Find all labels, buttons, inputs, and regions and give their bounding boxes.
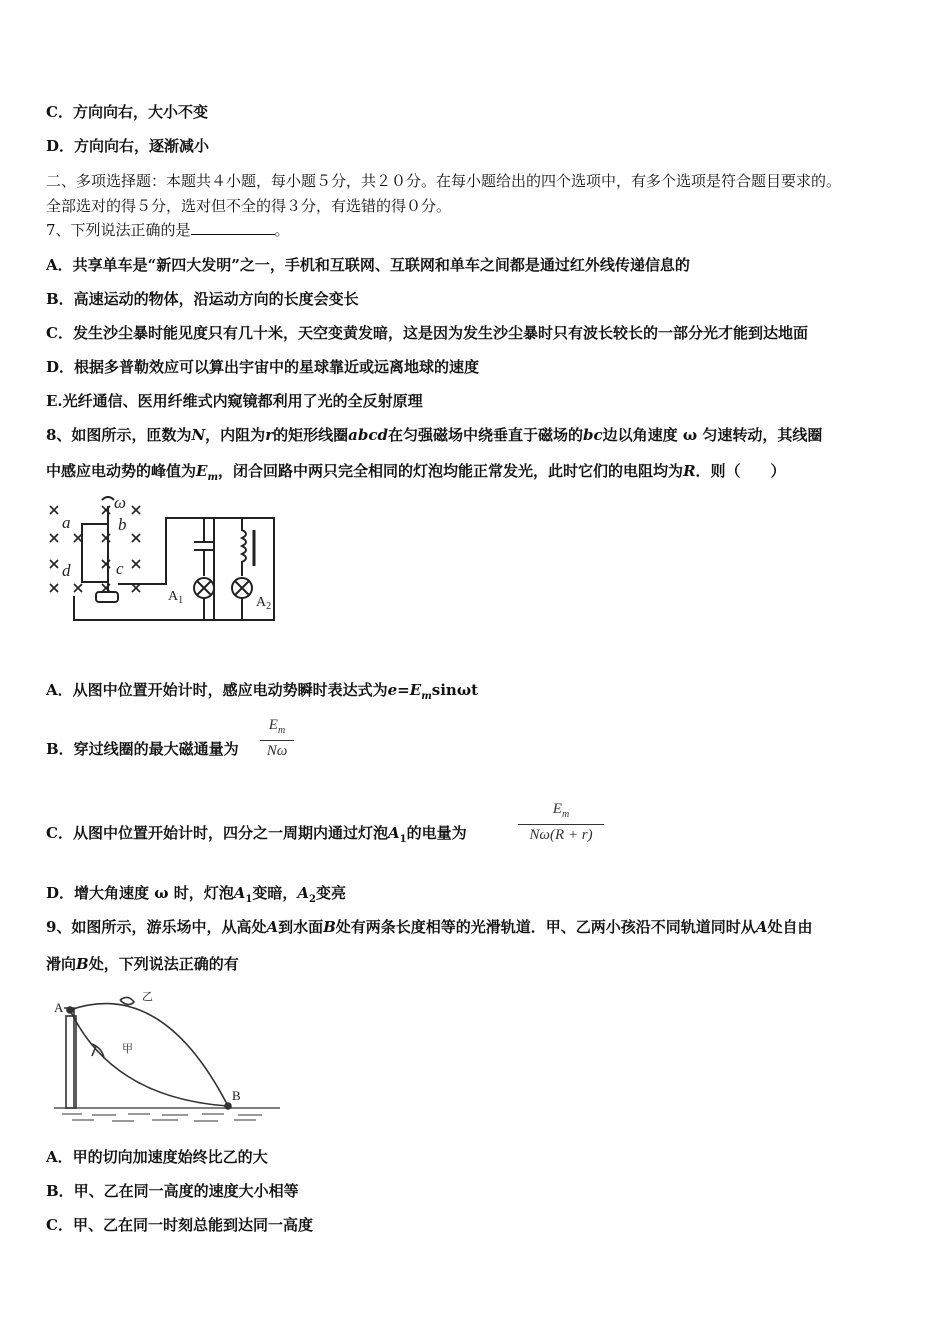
q9-option-a: A．甲的切向加速度始终比乙的大 — [46, 1148, 268, 1166]
q8-text: 8、如图所示，匝数为 — [46, 426, 192, 444]
q7-option-b: B．高速运动的物体，沿运动方向的长度会变长 — [46, 290, 359, 308]
label-omega: ω — [114, 496, 127, 512]
label-c: c — [116, 559, 124, 578]
q9-slide-figure — [52, 988, 284, 1128]
track-jia — [70, 1010, 228, 1106]
q8-option-d-text3: 变亮 — [315, 884, 346, 902]
q8-option-d-a1-sub: 1 — [245, 894, 253, 905]
q8-stem-line2 — [46, 461, 786, 488]
label-jia: 甲 — [122, 1043, 133, 1055]
q7-stem — [46, 220, 290, 240]
q8-text: ，内阻为 — [205, 426, 266, 444]
q8-option-b-fraction — [260, 716, 294, 761]
q6-option-c: C．方向向右，大小不变 — [46, 103, 208, 121]
fraction-numerator: E — [268, 717, 278, 733]
q8-option-d-text2: 变暗， — [252, 884, 298, 902]
q8-option-c-sub: 1 — [399, 834, 407, 845]
q9-text: 处，下列说法正确的有 — [88, 955, 239, 973]
q8-text: 在匀强磁场中绕垂直于磁场的 — [387, 426, 583, 444]
q6-option-d: D．方向向右，逐渐减小 — [46, 137, 210, 155]
inductor-coil — [242, 518, 246, 576]
rectangular-coil — [82, 524, 108, 582]
q9-text: 到水面 — [278, 918, 324, 936]
q8-text: ，闭合回路中两只完全相同的灯泡均能正常发光，此时它们的电阻均为 — [218, 462, 684, 480]
fraction-numerator: E — [552, 801, 562, 817]
q7-answer-blank — [191, 220, 275, 235]
label-a: A — [54, 1000, 64, 1015]
q8-option-a-tail: sinωt — [431, 681, 479, 699]
q8-option-c-text2: 的电量为 — [406, 824, 467, 842]
label-yi: 乙 — [142, 991, 153, 1003]
fraction-denominator: Nω(R + r) — [529, 827, 593, 843]
label-a1: $A_1$ — [168, 589, 184, 606]
q7-option-c: C．发生沙尘暴时能见度只有几十米，天空变黄发暗，这是因为发生沙尘暴时只有波长较长的一部分光才能到达地面 — [46, 324, 808, 342]
q8-option-a-sub: m — [421, 691, 432, 702]
q9-text: 滑向 — [46, 955, 77, 973]
q7-option-d: D．根据多普勒效应可以算出宇宙中的星球靠近或远离地球的速度 — [46, 358, 480, 376]
slip-ring — [96, 592, 118, 602]
label-a2: $A_2$ — [256, 595, 272, 612]
q8-sub-m: m — [207, 472, 219, 483]
section2-instruction-2: 全部选对的得５分，选对但不全的得３分，有选错的得０分。 — [46, 197, 452, 215]
q7-stem-text: 7、下列说法正确的是 — [46, 221, 191, 239]
track-yi — [70, 1004, 228, 1106]
fraction-denominator: Nω — [266, 743, 288, 759]
q7-stem-end: 。 — [274, 221, 290, 239]
q9-stem-line2 — [46, 954, 239, 974]
q7-option-a: A．共享单车是“新四大发明”之一，手机和互联网、互联网和单车之间都是通过红外线传递信息的 — [46, 256, 690, 274]
q8-var-bc: bc — [582, 426, 603, 444]
q9-text: 处自由 — [767, 918, 813, 936]
fraction-numerator-sub: m — [561, 809, 570, 820]
label-b: b — [118, 515, 127, 534]
q8-option-d-a2-sub: 2 — [309, 894, 316, 905]
q9-text: 处有两条长度相等的光滑轨道．甲、乙两小孩沿不同轨道同时从 — [335, 918, 756, 936]
q8-stem-line1 — [46, 425, 822, 445]
q9-var-a: A — [266, 918, 279, 936]
q9-var-b: B — [323, 918, 336, 936]
q8-var-R: R — [683, 462, 696, 480]
q9-option-b: B．甲、乙在同一高度的速度大小相等 — [46, 1182, 299, 1200]
q8-var-em: E — [196, 462, 208, 480]
q8-var-r: r — [265, 426, 274, 444]
q8-option-c-text: C．从图中位置开始计时，四分之一周期内通过灯泡 — [46, 824, 388, 842]
q8-text: 的矩形线圈 — [273, 426, 349, 444]
q8-text: ．则（ ） — [695, 462, 786, 480]
rotation-arrow — [102, 497, 114, 500]
q8-var-abcd: abcd — [348, 426, 388, 444]
label-d: d — [62, 561, 71, 580]
q9-text: 9、如图所示，游乐场中，从高处 — [46, 918, 267, 936]
q8-option-b: B．穿过线圈的最大磁通量为 — [46, 740, 239, 758]
q8-option-c-fraction — [518, 800, 604, 845]
q8-option-d-text: D．增大角速度 ω 时，灯泡 — [46, 884, 234, 902]
q8-var-n: N — [191, 426, 206, 444]
q9-stem-line1 — [46, 917, 812, 937]
q8-option-d-a2: A — [297, 884, 310, 902]
q8-option-d-a1: A — [233, 884, 246, 902]
label-b: B — [232, 1088, 241, 1103]
section2-instruction-1: 二、多项选择题：本题共４小题，每小题５分，共２０分。在每小题给出的四个选项中，有多个选项是符合题目要求的。 — [46, 172, 842, 190]
fraction-numerator-sub: m — [277, 725, 286, 736]
q8-option-a-formula: e=E — [387, 681, 422, 699]
q8-option-c — [46, 823, 467, 850]
child-yi-icon — [120, 997, 134, 1004]
q8-text: 中感应电动势的峰值为 — [46, 462, 197, 480]
q8-text: 边以角速度 ω 匀速转动，其线圈 — [602, 426, 823, 444]
q8-option-a-text: A．从图中位置开始计时，感应电动势瞬时表达式为 — [46, 681, 388, 699]
label-a: a — [62, 513, 71, 532]
q9-option-c: C．甲、乙在同一时刻总能到达同一高度 — [46, 1216, 313, 1234]
q8-option-c-lamp: A — [387, 824, 400, 842]
q9-var-a: A — [755, 918, 768, 936]
q7-option-e: E.光纤通信、医用纤维式内窥镜都利用了光的全反射原理 — [46, 392, 423, 410]
q9-var-b: B — [76, 955, 89, 973]
q8-option-a — [46, 680, 478, 707]
q8-option-d — [46, 883, 346, 910]
q8-circuit-figure — [44, 496, 280, 636]
